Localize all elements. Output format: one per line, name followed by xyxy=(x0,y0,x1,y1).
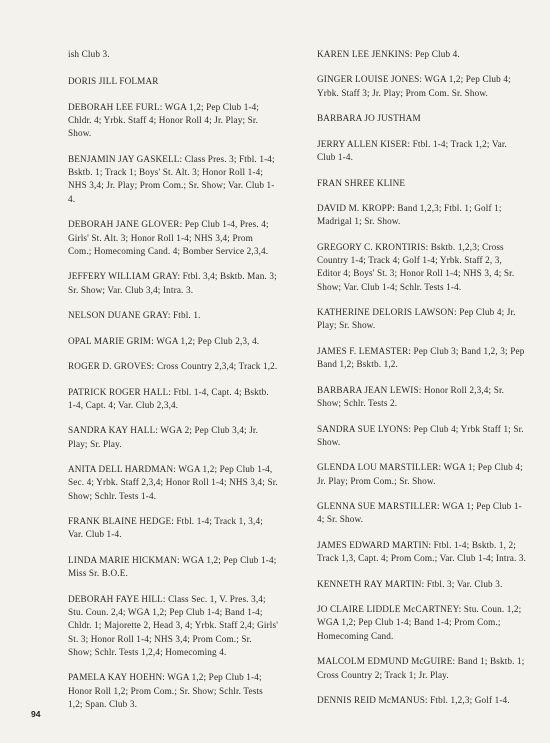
senior-entry: ANITA DELL HARDMAN: WGA 1,2; Pep Club 1-4, Sec. 4; Yrbk. Staff 2,3,4; Honor Roll 1-4; NHS 3,4; Sr. Show; Schlr. Tests 1-4. xyxy=(68,464,278,501)
right-column xyxy=(317,48,527,719)
senior-entry: LINDA MARIE HICKMAN: WGA 1,2; Pep Club 1-4; Miss Sr. B.O.E. xyxy=(68,554,277,579)
senior-entry: KENNETH RAY MARTIN: Ftbl. 3; Var. Club 3. xyxy=(317,578,503,589)
senior-entry: PATRICK ROGER HALL: Ftbl. 1-4, Capt. 4; Bsktb. 1-4, Capt. 4; Var. Club 2,3,4. xyxy=(68,386,269,410)
senior-entry: DENNIS REID McMANUS: Ftbl. 1,2,3; Golf 1-4. xyxy=(317,694,510,705)
senior-entry: SANDRA SUE LYONS: Pep Club 4; Yrbk Staff 1; Sr. Show. xyxy=(317,423,524,447)
senior-entry: FRANK BLAINE HEDGE: Ftbl. 1-4; Track 1, 3,4; Var. Club 1-4. xyxy=(68,516,263,540)
senior-entry: GLENNA SUE MARSTILLER: WGA 1; Pep Club 1-4; Sr. Show. xyxy=(317,501,522,525)
senior-entry: JO CLAIRE LIDDLE McCARTNEY: Stu. Coun. 1,2; WGA 1,2; Pep Club 1-4; Band 1-4; Prom Com.; Homecoming Cand. xyxy=(317,604,522,641)
senior-entry: SANDRA KAY HALL: WGA 2; Pep Club 3,4; Jr. Play; Sr. Play. xyxy=(68,425,259,449)
senior-entry: JAMES F. LEMASTER: Pep Club 3; Band 1,2, 3; Pep Band 1,2; Bsktb. 1,2. xyxy=(317,345,525,370)
senior-entry: JERRY ALLEN KISER: Ftbl. 1-4; Track 1,2; Var. Club 1-4. xyxy=(317,138,508,163)
senior-entry: JEFFERY WILLIAM GRAY: Ftbl. 3,4; Bsktb. Man. 3; Sr. Show; Var. Club 3,4; Intra. 3. xyxy=(68,271,277,295)
senior-entry: DEBORAH FAYE HILL: Class Sec. 1, V. Pres. 3,4; Stu. Coun. 2,4; WGA 1,2; Pep Club 1-4; Band 1-4; Chldr. 1; Majorette 2, Head 3, 4; Yrbk. Staff 2,4; Girls' St. 3; Honor Roll 1-4; NHS 3,4; Prom Com.; Sr. Show; Schlr. Tests 1,2,4; Homecoming 4. xyxy=(68,593,279,657)
senior-entry: OPAL MARIE GRIM: WGA 1,2; Pep Club 2,3, 4. xyxy=(68,335,260,346)
senior-entry: MALCOLM EDMUND McGUIRE: Band 1; Bsktb. 1; Cross Country 2; Track 1; Jr. Play. xyxy=(317,656,525,680)
senior-entry: GREGORY C. KRONTIRIS: Bsktb. 1,2,3; Cross Country 1-4; Track 4; Golf 1-4; Yrbk. Staff 2, 3, Editor 4; Boys' St. 3; Honor Roll 1-4; NHS 3, 4; Sr. Show; Var. Club 1-4; Schlr. Tests 1-4. xyxy=(317,241,515,292)
senior-entry: DEBORAH LEE FURL: WGA 1,2; Pep Club 1-4; Chldr. 4; Yrbk. Staff 4; Honor Roll 4; Jr. Play; Sr. Show. xyxy=(68,101,260,139)
senior-entry: FRAN SHREE KLINE xyxy=(317,177,406,188)
senior-entry: BARBARA JO JUSTHAM xyxy=(317,113,421,124)
senior-entry: GLENDA LOU MARSTILLER: WGA 1; Pep Club 4; Jr. Play; Prom Com.; Sr. Show. xyxy=(317,462,523,486)
senior-entry: DEBORAH JANE GLOVER: Pep Club 1-4, Pres. 4; Girls' St. Alt. 3; Honor Roll 1-4; NHS 3,4; Prom Com.; Homecoming Cand. 4; Bomber Service 2,3,4. xyxy=(68,219,269,256)
senior-entry: PAMELA KAY HOEHN: WGA 1,2; Pep Club 1-4; Honor Roll 1,2; Prom Com.; Sr. Show; Schlr. Tests 1,2; Span. Club 3. xyxy=(68,672,263,710)
left-column xyxy=(68,48,278,724)
senior-entry: BARBARA JEAN LEWIS: Honor Roll 2,3,4; Sr. Show; Schlr. Tests 2. xyxy=(317,384,505,409)
senior-entry: BENJAMIN JAY GASKELL: Class Pres. 3; Ftbl. 1-4; Bsktb. 1; Track 1; Boys' St. Alt. 3; Honor Roll 1-4; NHS 3,4; Jr. Play; Prom Com.; Sr. Show; Var. Club 1-4. xyxy=(68,153,275,204)
senior-entry: NELSON DUANE GRAY: Ftbl. 1. xyxy=(68,310,201,321)
senior-entry: JAMES EDWARD MARTIN: Ftbl. 1-4; Bsktb. 1, 2; Track 1,3, Capt. 4; Prom Com.; Var. Club 1-4; Intra. 3. xyxy=(317,539,527,564)
senior-entry: ish Club 3. xyxy=(68,49,110,59)
senior-entry: GINGER LOUISE JONES: WGA 1,2; Pep Club 4; Yrbk. Staff 3; Jr. Play; Prom Com. Sr. Show. xyxy=(317,74,511,98)
senior-entry: KAREN LEE JENKINS: Pep Club 4. xyxy=(317,49,460,59)
senior-entry: KATHERINE DELORIS LAWSON: Pep Club 4; Jr. Play; Sr. Show. xyxy=(317,307,516,331)
senior-entry: DORIS JILL FOLMAR xyxy=(68,76,159,87)
senior-entry: ROGER D. GROVES: Cross Country 2,3,4; Track 1,2. xyxy=(68,361,278,372)
page-number: 94 xyxy=(31,709,41,719)
senior-entry: DAVID M. KROPP: Band 1,2,3; Ftbl. 1; Golf 1; Madrigal 1; Sr. Show. xyxy=(317,203,502,227)
